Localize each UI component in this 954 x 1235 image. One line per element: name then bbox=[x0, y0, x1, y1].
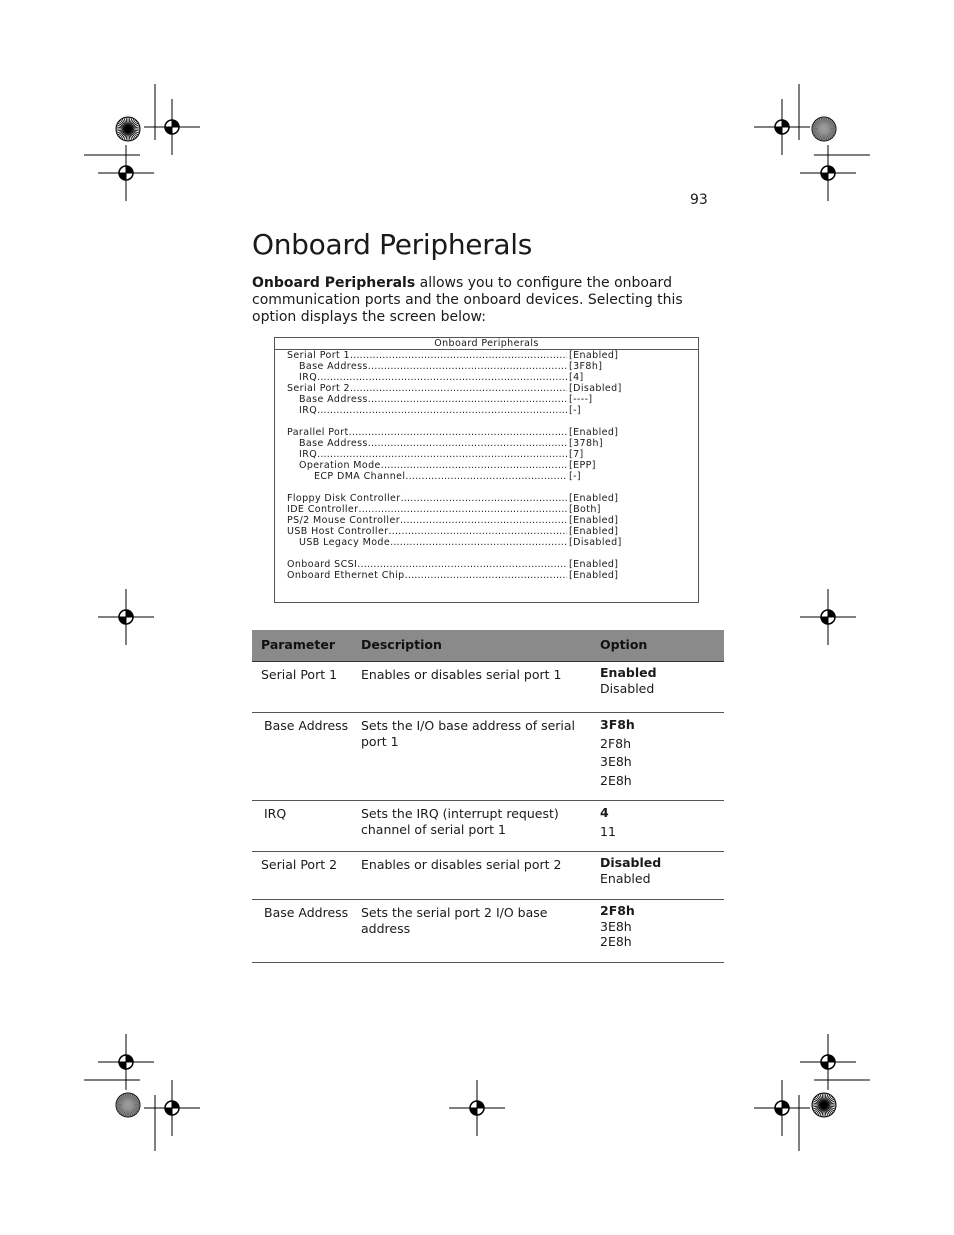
default-option: Enabled bbox=[600, 665, 657, 680]
bios-blank-line bbox=[275, 482, 698, 493]
option-value: 2E8h bbox=[600, 772, 632, 788]
option-value: 2E8h bbox=[600, 934, 632, 949]
option-value: 2F8h bbox=[600, 735, 632, 751]
default-option: 2F8h bbox=[600, 903, 635, 918]
bios-setting-value: [EPP] bbox=[569, 460, 596, 471]
bios-dot-leader bbox=[317, 372, 567, 383]
bios-dot-leader bbox=[350, 350, 567, 361]
intro-paragraph bbox=[252, 275, 722, 326]
bios-settings-list bbox=[275, 350, 698, 581]
bios-setting-label: Base Address bbox=[299, 394, 368, 405]
table-row bbox=[252, 900, 724, 963]
bios-dot-leader bbox=[350, 383, 567, 394]
bios-setting-label: Onboard Ethernet Chip bbox=[287, 570, 405, 581]
default-option: 3F8h bbox=[600, 717, 635, 732]
registration-target-icon bbox=[754, 99, 810, 155]
bios-setting-value: [Enabled] bbox=[569, 526, 619, 537]
option-value: Enabled bbox=[600, 870, 651, 886]
option-value: 11 bbox=[600, 823, 616, 839]
description-cell: Sets the serial port 2 I/O base address bbox=[361, 905, 548, 936]
bios-setting-value: [Enabled] bbox=[569, 493, 619, 504]
bios-screen-title: Onboard Peripherals bbox=[275, 338, 698, 350]
registration-target-icon bbox=[98, 1034, 154, 1090]
star-target-icon bbox=[812, 117, 836, 141]
description-cell: Sets the I/O base address of serial port 1 bbox=[361, 718, 576, 749]
table-row bbox=[252, 713, 724, 801]
bios-setting-label: USB Host Controller bbox=[287, 526, 389, 537]
table-row bbox=[252, 662, 724, 713]
option-cell bbox=[600, 903, 635, 950]
bios-setting-value: [Both] bbox=[569, 504, 601, 515]
bios-dot-leader bbox=[368, 438, 567, 449]
bios-setting-row bbox=[275, 460, 698, 471]
option-cell bbox=[600, 855, 661, 886]
header-description: Description bbox=[361, 637, 442, 652]
registration-target-icon bbox=[800, 589, 856, 645]
bios-setting-label: USB Legacy Mode bbox=[299, 537, 391, 548]
bios-setting-row bbox=[275, 526, 698, 537]
description-cell: Enables or disables serial port 1 bbox=[361, 667, 562, 682]
page-title: Onboard Peripherals bbox=[252, 228, 533, 261]
parameter-cell: IRQ bbox=[264, 806, 287, 821]
bios-setting-row bbox=[275, 449, 698, 460]
bios-setting-row bbox=[275, 383, 698, 394]
table-body bbox=[252, 662, 724, 963]
bios-setting-row bbox=[275, 438, 698, 449]
option-cell bbox=[600, 804, 616, 841]
bios-setting-row bbox=[275, 394, 698, 405]
bios-dot-leader bbox=[357, 559, 567, 570]
bios-setting-row bbox=[275, 504, 698, 515]
intro-text: allows you to configure the onboard communication ports and the onboard devices. Selecting this option displays the screen below: bbox=[252, 275, 683, 325]
bios-setting-label: IRQ bbox=[299, 372, 318, 383]
bios-setting-label: Operation Mode bbox=[299, 460, 381, 471]
bios-dot-leader bbox=[317, 449, 567, 460]
bios-setting-value: [Enabled] bbox=[569, 427, 619, 438]
bios-setting-label: IDE Controller bbox=[287, 504, 359, 515]
option-cell bbox=[600, 716, 635, 790]
description-cell: Enables or disables serial port 2 bbox=[361, 857, 562, 872]
registration-target-icon bbox=[800, 145, 856, 201]
bios-setting-value: [7] bbox=[569, 449, 584, 460]
bios-dot-leader bbox=[400, 515, 567, 526]
bios-setting-row bbox=[275, 372, 698, 383]
bios-dot-leader bbox=[389, 526, 567, 537]
bios-setting-label: Serial Port 2 bbox=[287, 383, 350, 394]
bios-setting-value: [-] bbox=[569, 405, 582, 416]
bios-blank-line bbox=[275, 548, 698, 559]
bios-setting-row bbox=[275, 427, 698, 438]
bios-dot-leader bbox=[368, 394, 567, 405]
bios-setting-value: [Disabled] bbox=[569, 383, 622, 394]
registration-target-icon bbox=[754, 1080, 810, 1136]
bios-setting-row bbox=[275, 515, 698, 526]
bios-dot-leader bbox=[401, 493, 567, 504]
page-number: 93 bbox=[690, 192, 708, 208]
bios-dot-leader bbox=[381, 460, 567, 471]
registration-target-icon bbox=[98, 145, 154, 201]
bios-setting-label: Floppy Disk Controller bbox=[287, 493, 401, 504]
bios-blank-line bbox=[275, 416, 698, 427]
registration-target-icon bbox=[98, 589, 154, 645]
default-option: 4 bbox=[600, 805, 609, 820]
bios-setting-label: ECP DMA Channel bbox=[314, 471, 406, 482]
bios-setting-label: Base Address bbox=[299, 361, 368, 372]
star-target-icon bbox=[116, 1093, 140, 1117]
bios-setting-label: Parallel Port bbox=[287, 427, 349, 438]
bios-setting-value: [Enabled] bbox=[569, 515, 619, 526]
bios-dot-leader bbox=[368, 361, 567, 372]
option-value: 3E8h bbox=[600, 918, 632, 934]
option-value: Disabled bbox=[600, 680, 655, 696]
parameters-table bbox=[252, 630, 724, 963]
bios-setting-label: Serial Port 1 bbox=[287, 350, 350, 361]
option-cell bbox=[600, 665, 657, 696]
default-option: Disabled bbox=[600, 855, 662, 870]
bios-dot-leader bbox=[390, 537, 567, 548]
bios-setting-label: IRQ bbox=[299, 405, 318, 416]
bios-setting-value: [-] bbox=[569, 471, 582, 482]
table-header bbox=[252, 630, 724, 662]
bios-setting-value: [4] bbox=[569, 372, 584, 383]
registration-target-icon bbox=[800, 1034, 856, 1090]
bios-setting-label: Base Address bbox=[299, 438, 368, 449]
parameter-cell: Base Address bbox=[264, 905, 349, 920]
bios-dot-leader bbox=[349, 427, 567, 438]
bios-setting-label: IRQ bbox=[299, 449, 318, 460]
bios-setting-value: [Disabled] bbox=[569, 537, 622, 548]
bios-setting-value: [----] bbox=[569, 394, 593, 405]
bios-setting-row bbox=[275, 559, 698, 570]
bios-setting-row bbox=[275, 493, 698, 504]
table-row bbox=[252, 852, 724, 900]
bios-setting-value: [Enabled] bbox=[569, 570, 619, 581]
bios-setting-row bbox=[275, 570, 698, 581]
intro-lead: Onboard Peripherals bbox=[252, 275, 416, 291]
header-parameter: Parameter bbox=[261, 637, 335, 652]
registration-target-icon bbox=[144, 1080, 200, 1136]
registration-target-icon bbox=[144, 99, 200, 155]
bios-screen bbox=[274, 337, 699, 603]
bios-setting-value: [378h] bbox=[569, 438, 603, 449]
parameter-cell: Base Address bbox=[264, 718, 349, 733]
bios-setting-value: [Enabled] bbox=[569, 350, 619, 361]
bios-dot-leader bbox=[358, 504, 567, 515]
description-cell: Sets the IRQ (interrupt request) channel of serial port 1 bbox=[361, 806, 559, 837]
registration-target-icon bbox=[449, 1080, 505, 1136]
bios-setting-row bbox=[275, 405, 698, 416]
header-option: Option bbox=[600, 637, 648, 652]
bios-dot-leader bbox=[317, 405, 567, 416]
bios-setting-value: [Enabled] bbox=[569, 559, 619, 570]
bios-setting-row bbox=[275, 471, 698, 482]
bios-setting-row bbox=[275, 350, 698, 361]
bios-setting-value: [3F8h] bbox=[569, 361, 603, 372]
parameter-cell: Serial Port 1 bbox=[261, 667, 338, 682]
bios-setting-row bbox=[275, 361, 698, 372]
bios-dot-leader bbox=[405, 570, 567, 581]
parameter-cell: Serial Port 2 bbox=[261, 857, 338, 872]
bios-setting-row bbox=[275, 537, 698, 548]
option-value: 3E8h bbox=[600, 754, 632, 769]
star-target-icon bbox=[116, 117, 140, 141]
star-target-icon bbox=[812, 1093, 836, 1117]
bios-setting-label: PS/2 Mouse Controller bbox=[287, 515, 400, 526]
bios-dot-leader bbox=[405, 471, 567, 482]
bios-setting-label: Onboard SCSI bbox=[287, 559, 358, 570]
table-row bbox=[252, 801, 724, 852]
